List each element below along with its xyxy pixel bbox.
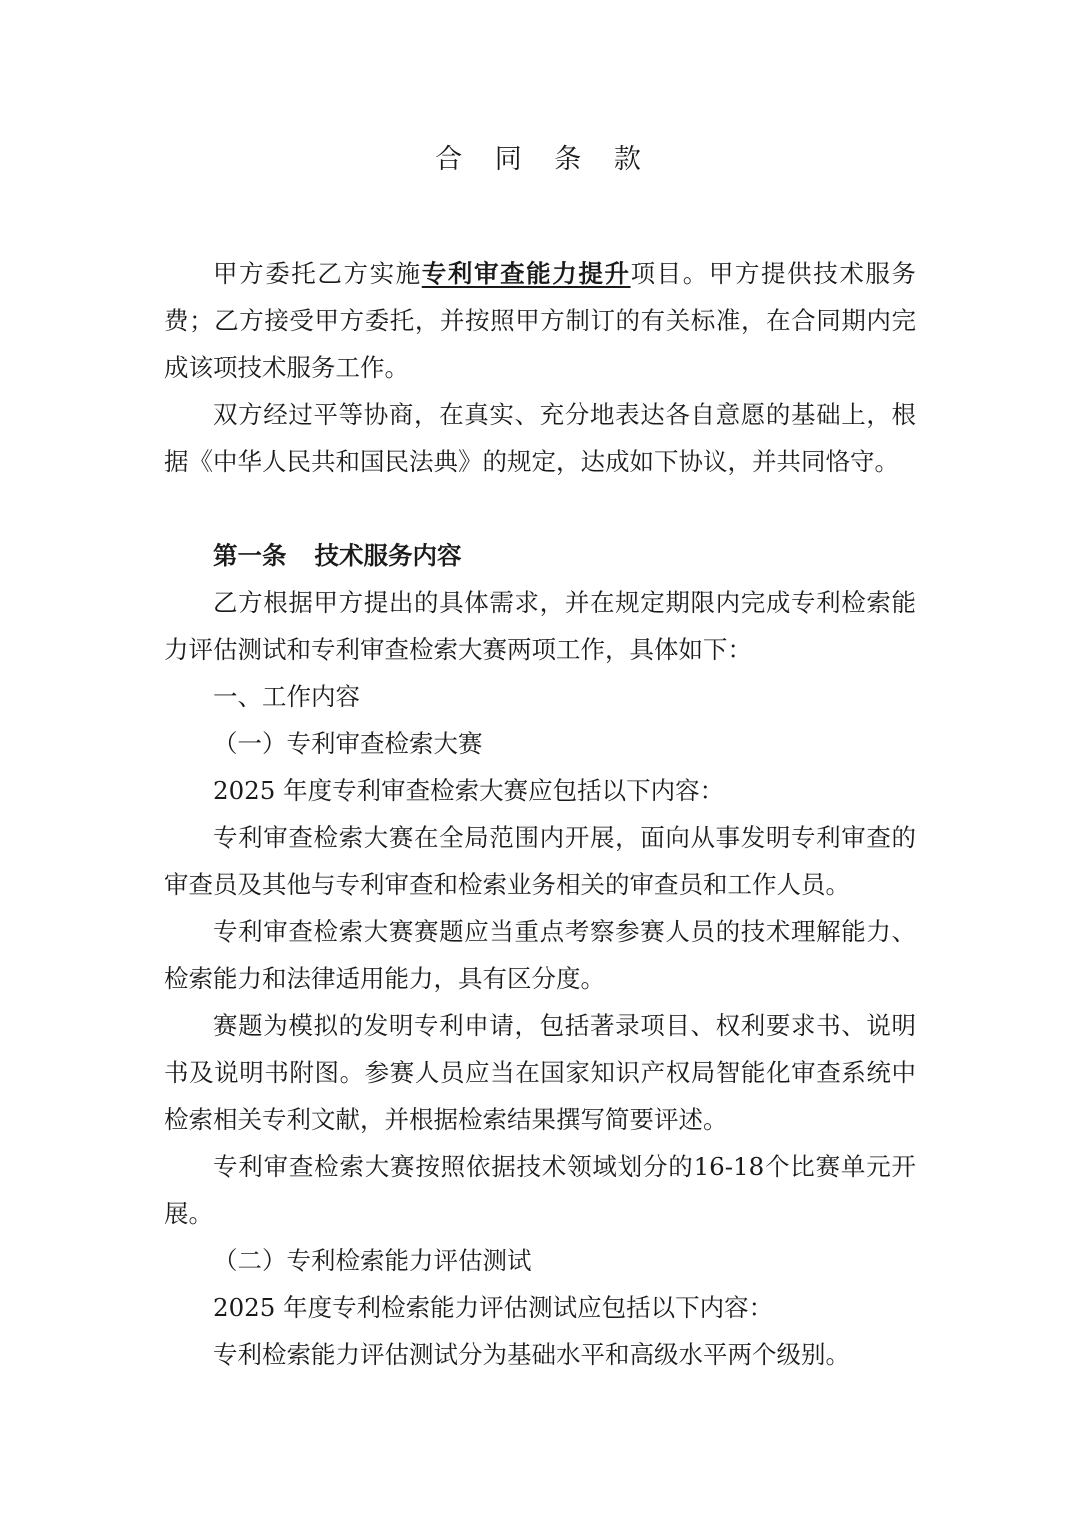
subsection-1-heading: （一）专利审查检索大赛 — [213, 729, 483, 758]
article-1-paragraph: 专利审查检索大赛在全局范围内开展，面向从事发明专利审查的审查员及其他与专利审查和检索业务相关的审查员和工作人员。 — [164, 823, 916, 899]
article-1-paragraph: 专利检索能力评估测试分为基础水平和高级水平两个级别。 — [213, 1340, 850, 1369]
article-1-paragraph: 赛题为模拟的发明专利申请，包括著录项目、权利要求书、说明书及说明书附图。参赛人员应当在国家知识产权局智能化审查系统中检索相关专利文献，并根据检索结果撰写简要评述。 — [164, 1011, 916, 1134]
article-1-number: 第一条 — [213, 541, 287, 570]
article-1-paragraph: 2025 年度专利检索能力评估测试应包括以下内容： — [213, 1293, 774, 1322]
intro-text-before: 甲方委托乙方实施 — [213, 259, 422, 288]
article-1-section — [164, 532, 916, 1378]
article-1-paragraph: 乙方根据甲方提出的具体需求，并在规定期限内完成专利检索能力评估测试和专利审查检索大赛两项工作，具体如下： — [164, 588, 916, 664]
article-1-paragraph: 专利审查检索大赛赛题应当重点考察参赛人员的技术理解能力、检索能力和法律适用能力，具有区分度。 — [164, 917, 916, 993]
document-title: 合 同 条 款 — [435, 144, 653, 175]
subsection-2-heading: （二）专利检索能力评估测试 — [213, 1246, 532, 1275]
article-1-heading — [164, 532, 916, 579]
intro-paragraph-2: 双方经过平等协商，在真实、充分地表达各自意愿的基础上，根据《中华人民共和国民法典》的规定，达成如下协议，并共同恪守。 — [164, 400, 916, 476]
intro-text-after: 项目。甲方提供技术服务费；乙方接受甲方委托，并按照甲方制订的有关标准，在合同期内完成该项技术服务工作。 — [164, 259, 917, 382]
article-1-title: 技术服务内容 — [314, 541, 462, 570]
intro-section — [164, 250, 916, 485]
intro-paragraph-1 — [164, 250, 916, 391]
work-content-heading: 一、工作内容 — [213, 682, 360, 711]
project-name: 专利审查能力提升 — [421, 259, 631, 288]
article-1-paragraph: 专利审查检索大赛按照依据技术领域划分的16-18个比赛单元开展。 — [164, 1152, 916, 1228]
article-1-paragraph: 2025 年度专利审查检索大赛应包括以下内容： — [213, 776, 725, 805]
